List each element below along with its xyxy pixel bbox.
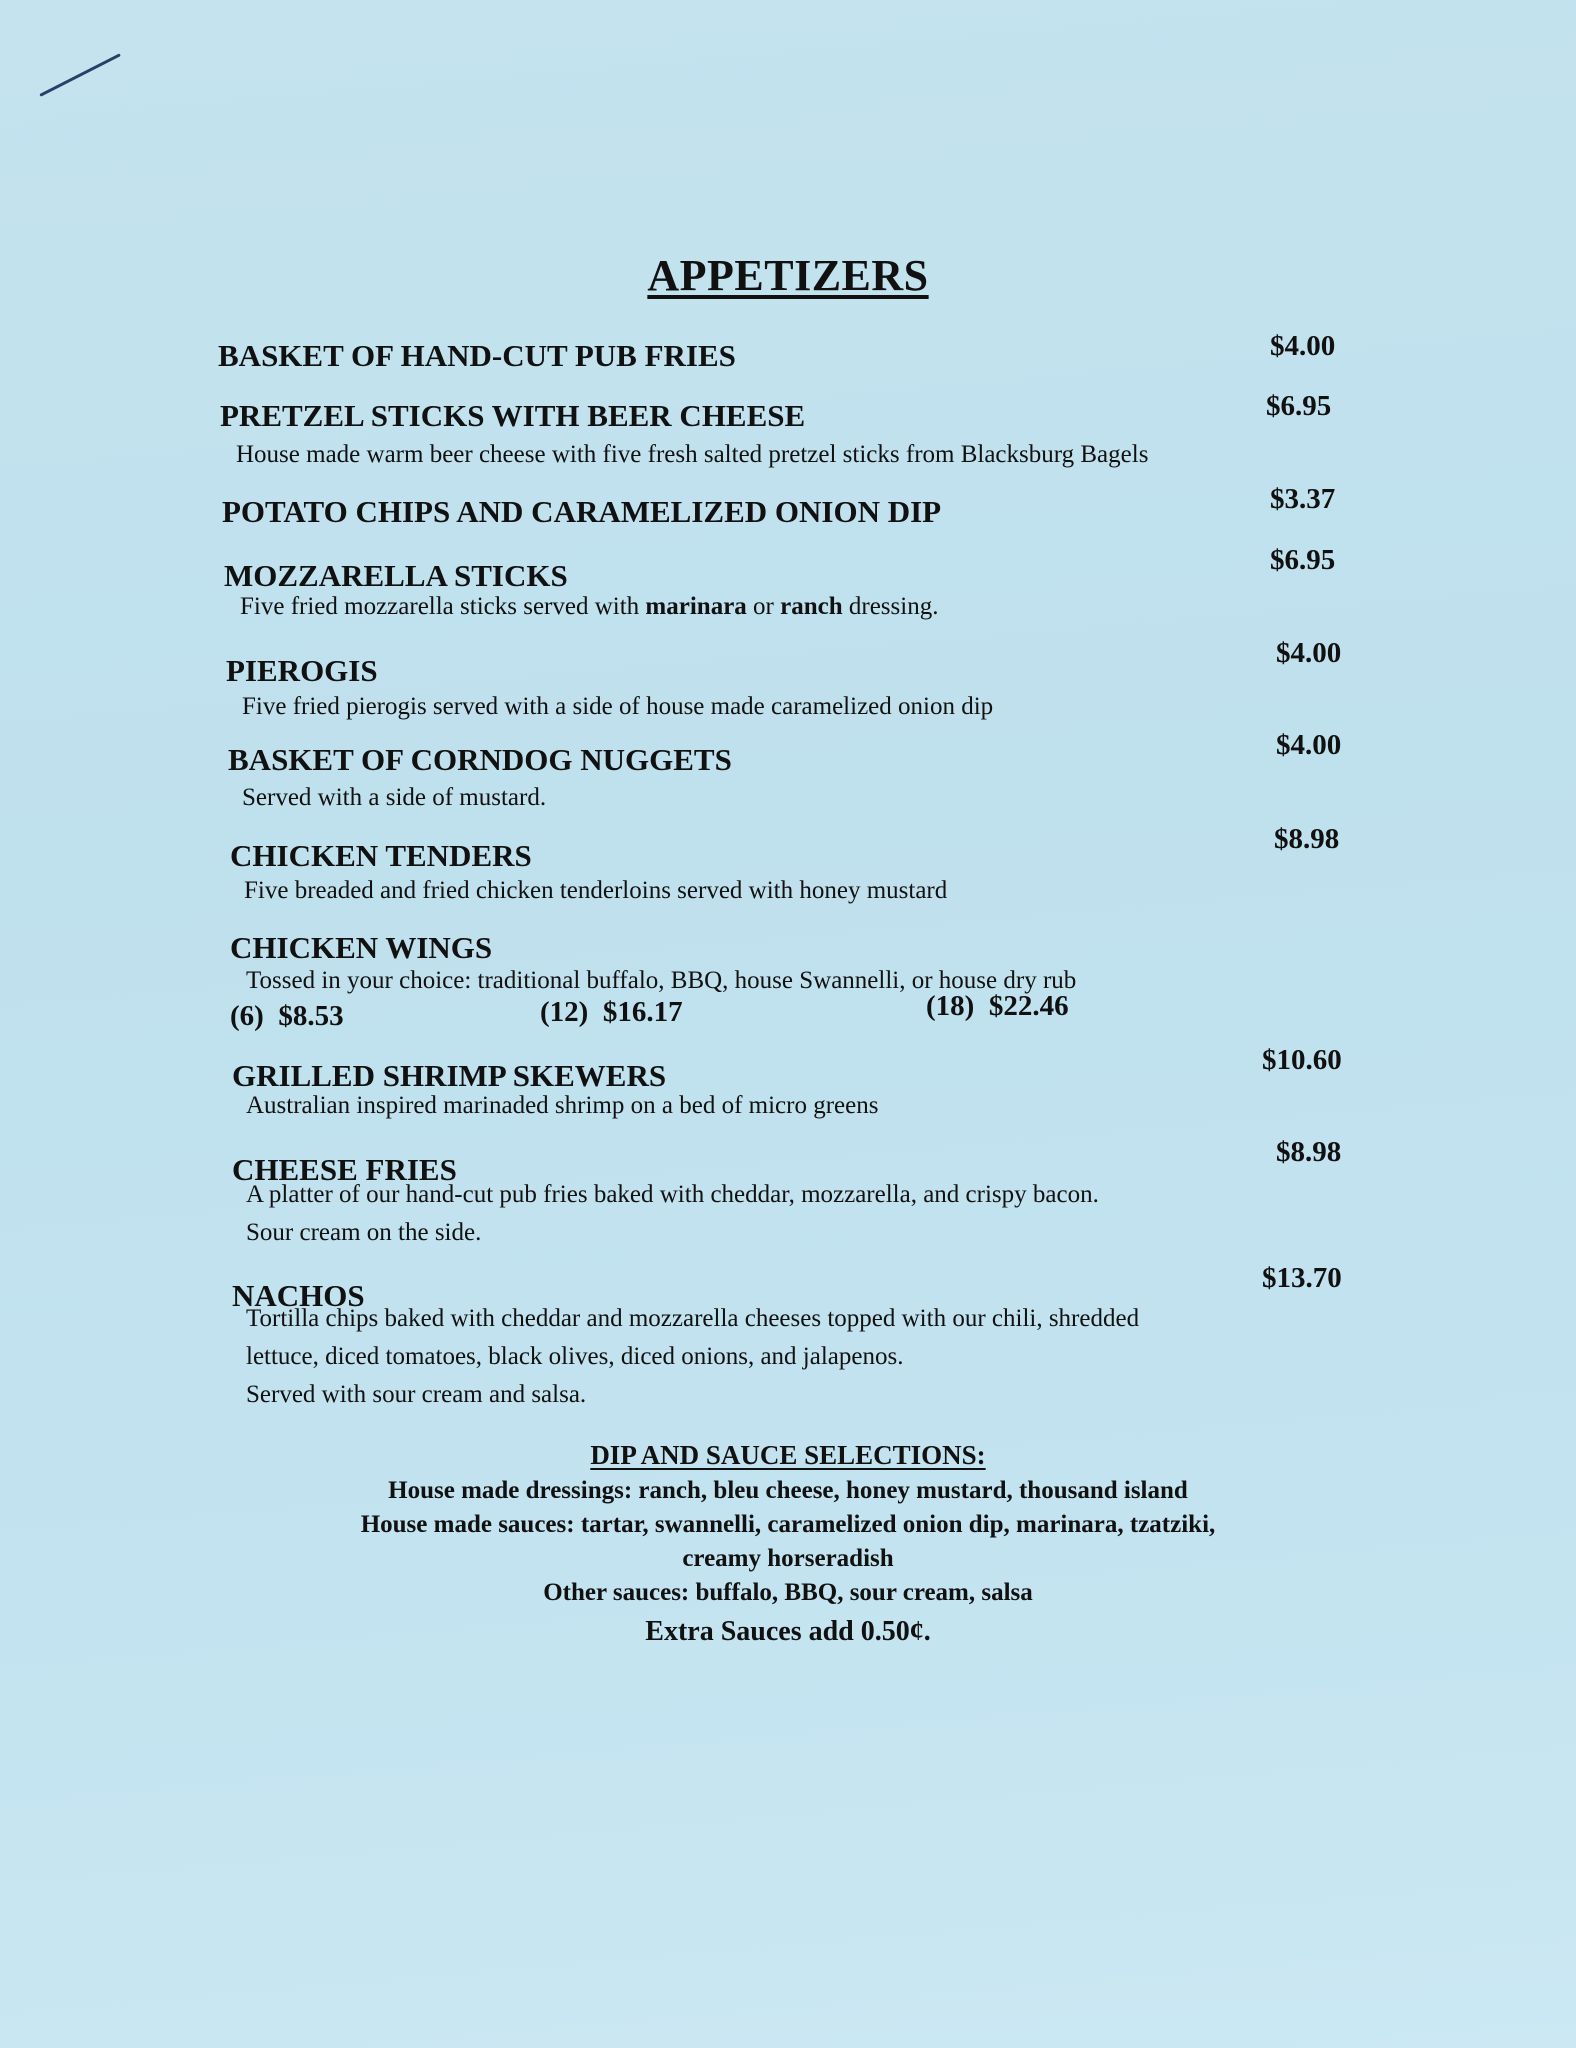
item-desc-pierogis: Five fried pierogis served with a side of house made caramelized onion dip [242, 693, 994, 720]
item-desc-corndog-nuggets: Served with a side of mustard. [242, 784, 547, 811]
wing-price: $22.46 [988, 990, 1069, 1022]
item-desc-nachos [246, 1300, 1139, 1414]
desc-line: Sour cream on the side. [246, 1219, 482, 1246]
item-name-pub-fries: BASKET OF HAND-CUT PUB FRIES [218, 338, 736, 373]
item-name-mozzarella-sticks: MOZZARELLA STICKS [224, 558, 568, 593]
desc-line: Tortilla chips baked with cheddar and mozzarella cheeses topped with our chili, shredded [246, 1305, 1140, 1332]
item-price-shrimp-skewers: $10.60 [1262, 1044, 1342, 1076]
item-desc-pretzel-sticks: House made warm beer cheese with five fresh salted pretzel sticks from Blacksburg Bagels [236, 441, 1149, 468]
item-price-pub-fries: $4.00 [1270, 330, 1336, 362]
item-name-potato-chips: POTATO CHIPS AND CARAMELIZED ONION DIP [222, 494, 942, 529]
desc-line: Served with sour cream and salsa. [246, 1381, 587, 1408]
sauce-line-dressings: House made dressings: ranch, bleu cheese, honey mustard, thousand island [388, 1477, 1188, 1504]
item-price-nachos: $13.70 [1262, 1262, 1342, 1294]
sauce-line-house-sauces: House made sauces: tartar, swannelli, caramelized onion dip, marinara, tzatziki, [360, 1511, 1216, 1538]
item-desc-chicken-wings: Tossed in your choice: traditional buffalo, BBQ, house Swannelli, or house dry rub [246, 967, 1077, 994]
wing-option-6 [230, 1000, 344, 1033]
item-price-cheese-fries: $8.98 [1276, 1136, 1342, 1168]
item-desc-mozzarella-sticks [240, 588, 938, 626]
item-name-nachos: NACHOS [232, 1278, 365, 1313]
extra-sauces-note: Extra Sauces add 0.50¢. [645, 1616, 931, 1647]
item-desc-shrimp-skewers: Australian inspired marinaded shrimp on a bed of micro greens [246, 1092, 879, 1119]
wing-option-18 [926, 990, 1069, 1023]
item-price-potato-chips: $3.37 [1270, 483, 1336, 515]
page-title: APPETIZERS [647, 251, 929, 300]
item-desc-cheese-fries [246, 1176, 1099, 1252]
item-name-chicken-tenders: CHICKEN TENDERS [230, 838, 532, 873]
desc-ranch: ranch [780, 593, 843, 620]
item-name-corndog-nuggets: BASKET OF CORNDOG NUGGETS [228, 742, 732, 777]
desc-line: lettuce, diced tomatoes, black olives, diced onions, and jalapenos. [246, 1343, 904, 1370]
desc-text: Five fried mozzarella sticks served with [240, 593, 646, 620]
wing-count: (12) [540, 996, 589, 1028]
item-price-pretzel-sticks: $6.95 [1266, 390, 1332, 422]
desc-text: or [746, 593, 781, 620]
item-name-shrimp-skewers: GRILLED SHRIMP SKEWERS [232, 1058, 667, 1093]
item-name-pierogis: PIEROGIS [226, 653, 378, 688]
item-price-pierogis: $4.00 [1276, 637, 1342, 669]
pen-mark [39, 53, 121, 97]
item-price-mozzarella-sticks: $6.95 [1270, 544, 1336, 576]
item-price-chicken-tenders: $8.98 [1274, 823, 1340, 855]
sauce-line-other: Other sauces: buffalo, BBQ, sour cream, salsa [543, 1579, 1033, 1606]
sauce-selections [0, 1436, 1576, 1654]
desc-marinara: marinara [645, 593, 747, 620]
item-name-chicken-wings: CHICKEN WINGS [230, 930, 493, 965]
sauce-heading: DIP AND SAUCE SELECTIONS: [590, 1440, 986, 1470]
item-name-pretzel-sticks: PRETZEL STICKS WITH BEER CHEESE [220, 398, 806, 433]
desc-text: dressing. [842, 593, 939, 620]
wing-count: (18) [926, 990, 975, 1022]
item-price-corndog-nuggets: $4.00 [1276, 729, 1342, 761]
item-name-cheese-fries: CHEESE FRIES [232, 1152, 457, 1187]
wing-option-12 [540, 996, 683, 1029]
sauce-line-horseradish: creamy horseradish [682, 1545, 894, 1572]
desc-line: A platter of our hand-cut pub fries baked with cheddar, mozzarella, and crispy bacon. [246, 1181, 1099, 1208]
item-desc-chicken-tenders: Five breaded and fried chicken tenderloins served with honey mustard [244, 877, 948, 904]
wing-count: (6) [230, 1000, 264, 1032]
wing-price: $8.53 [278, 1000, 344, 1032]
wing-price: $16.17 [602, 996, 683, 1028]
